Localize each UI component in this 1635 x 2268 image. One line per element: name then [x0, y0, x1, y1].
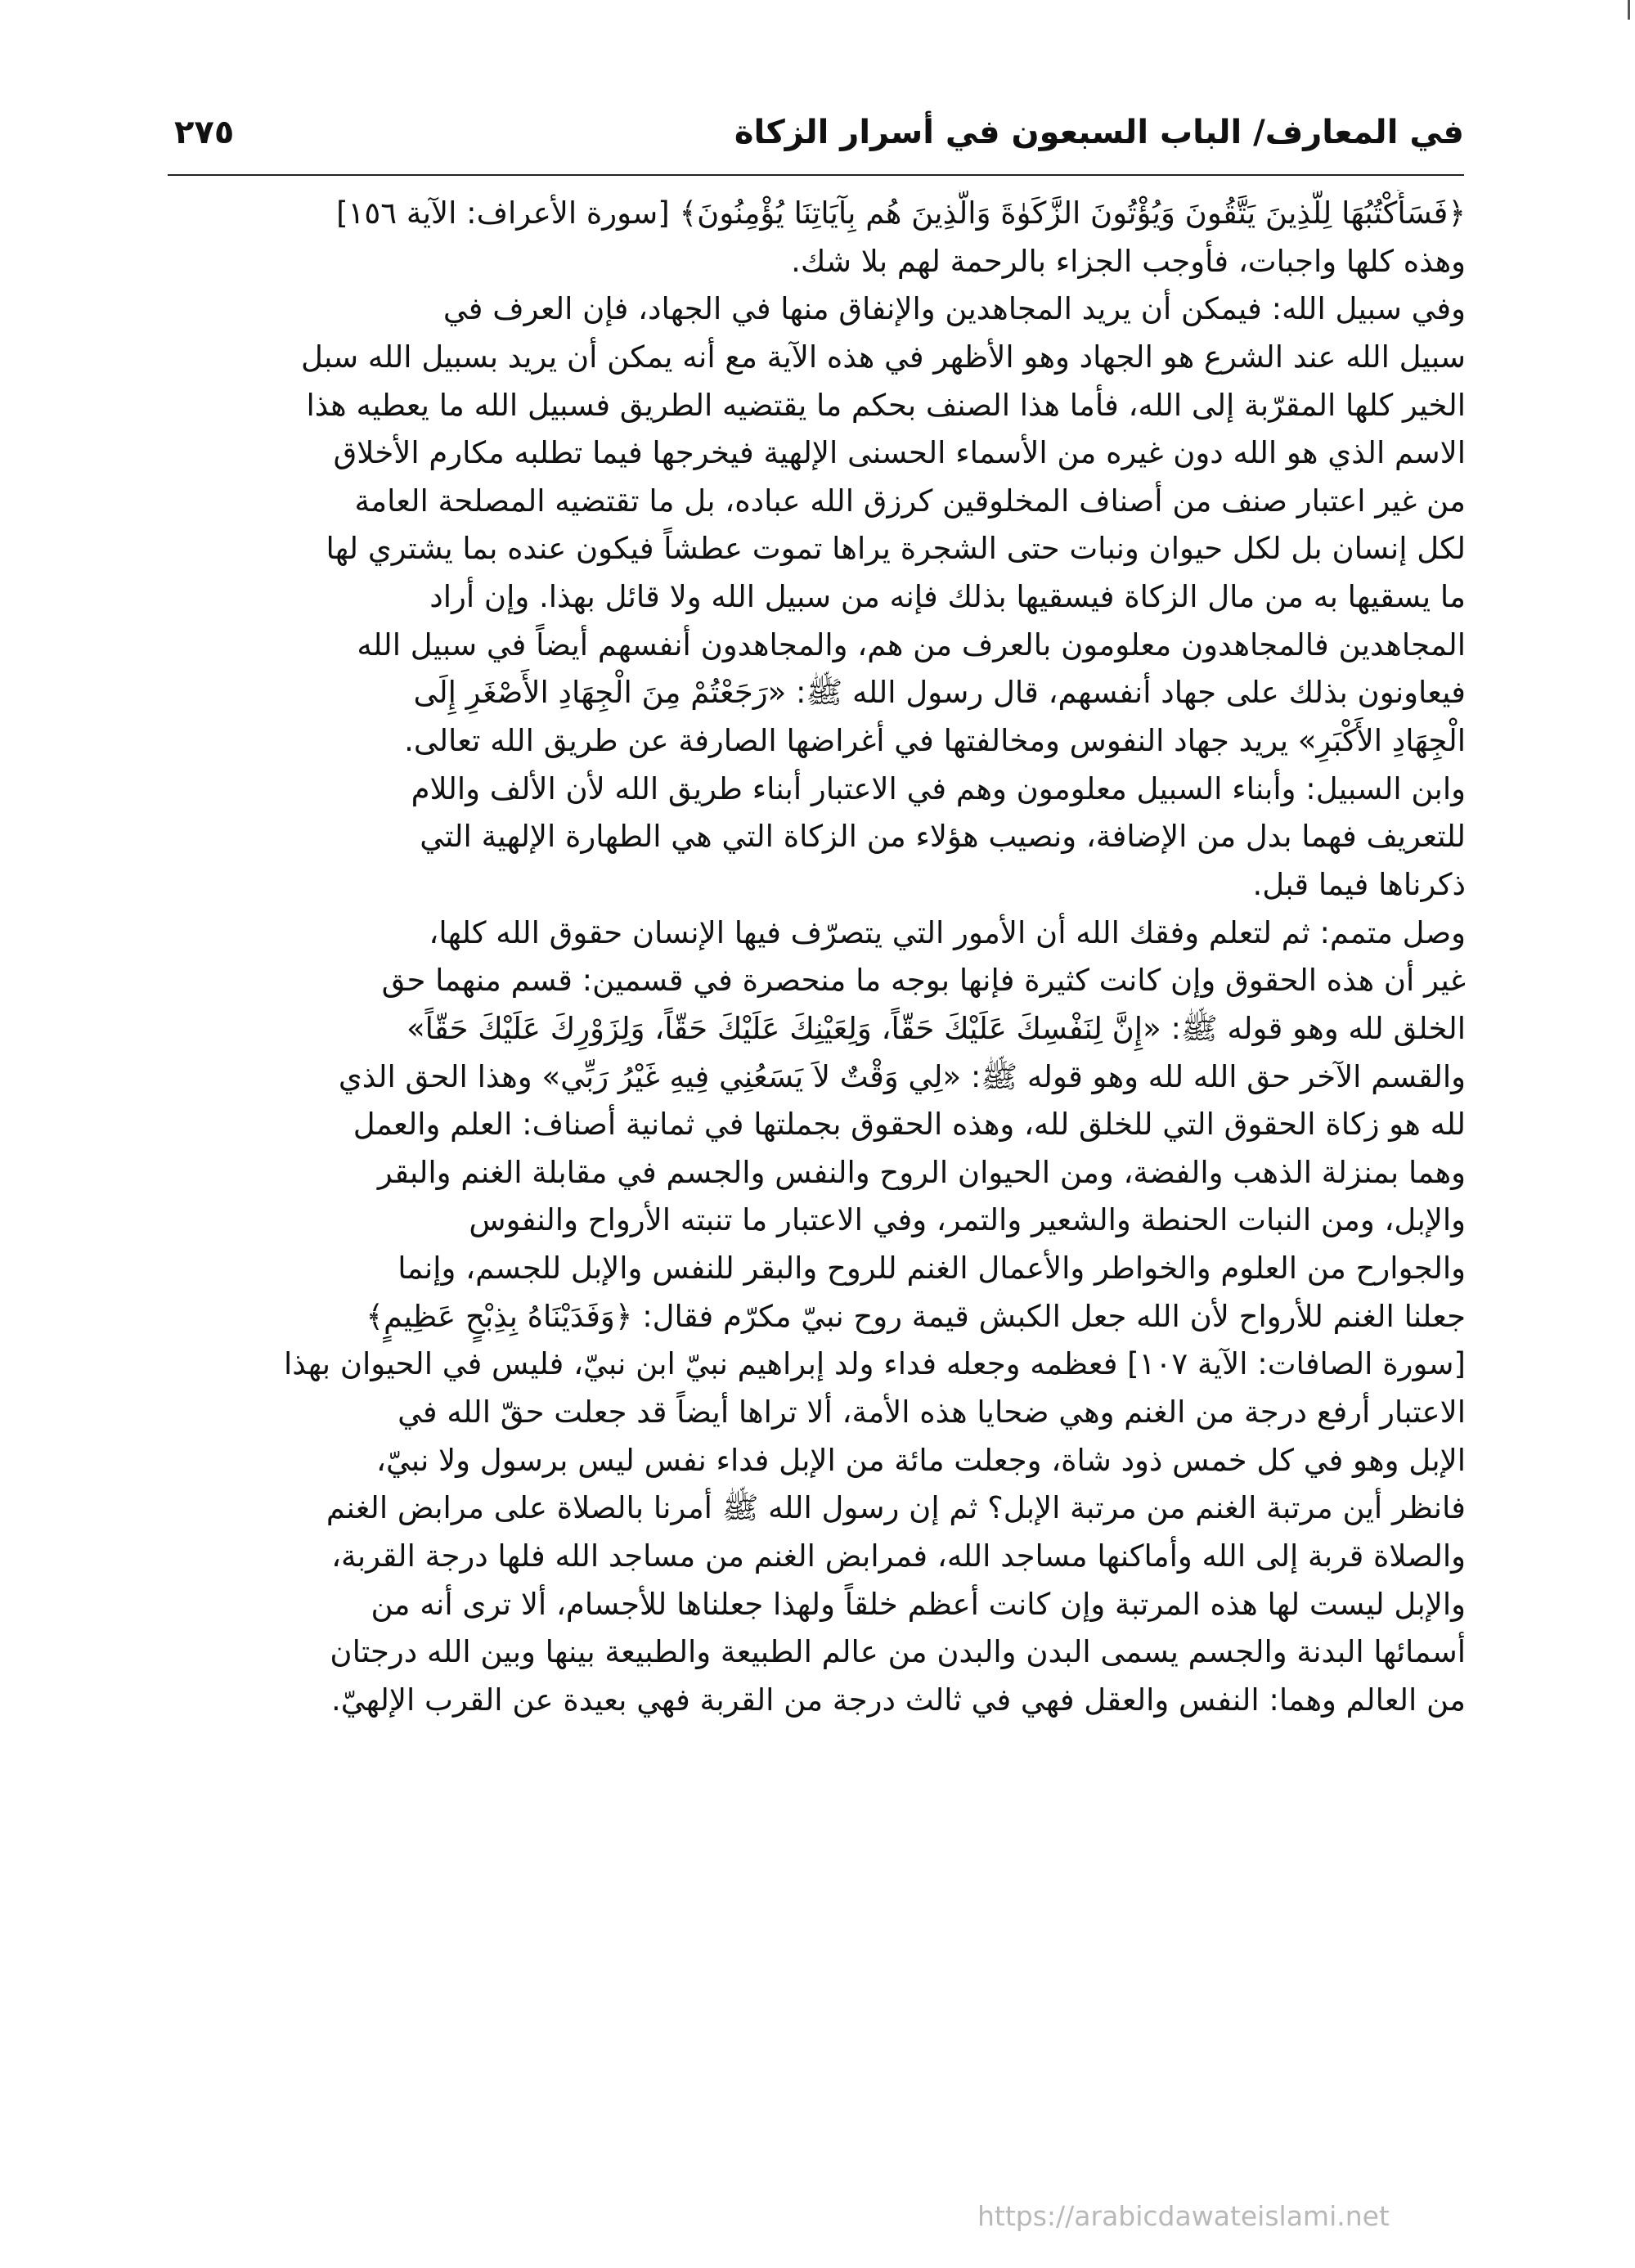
text-line: وفي سبيل الله: فيمكن أن يريد المجاهدين والإنفاق منها في الجهاد، فإن العرف في [442, 291, 1466, 327]
text-line: والإبل ليست لها هذه المرتبة وإن كانت أعظم خلقاً ولهذا جعلناها للأجسام، ألا ترى أنه من [371, 1586, 1466, 1622]
text-line: الإبل وهو في كل خمس ذود شاة، وجعلت مائة من الإبل فداء نفس ليس برسول ولا نبيّ، [376, 1442, 1466, 1478]
text-line: غير أن هذه الحقوق وإن كانت كثيرة فإنها بوجه ما منحصرة في قسمين: قسم منهما حق [381, 963, 1466, 999]
page-header [168, 105, 1464, 170]
text-line: ﴿فَسَأَكْتُبُهَا لِلَّذِينَ يَتَّقُونَ وَيُؤْتُونَ الزَّكَوٰةَ وَالَّذِينَ هُم بِآيَاتِنَا يُؤْمِنُونَ﴾ [سورة الأعراف: الآية ١٥٦] [336, 195, 1466, 231]
page-number: ٢٧٥ [174, 114, 235, 151]
text-line: ذكرناها فيما قبل. [1252, 866, 1466, 902]
text-line: فانظر أين مرتبة الغنم من مرتبة الإبل؟ ثم إن رسول الله ﷺ أمرنا بالصلاة على مرابض الغنم [326, 1490, 1466, 1526]
watermark-url: https://arabicdawateislami.net [977, 2200, 1390, 2232]
text-line: فيعاونون بذلك على جهاد أنفسهم، قال رسول الله ﷺ: «رَجَعْتُمْ مِنَ الْجِهَادِ الأَصْغَرِ إِلَى [413, 675, 1466, 711]
text-line: وابن السبيل: وأبناء السبيل معلومون وهم في الاعتبار أبناء طريق الله لأن الألف واللام [411, 770, 1466, 806]
text-line: والصلاة قربة إلى الله وأماكنها مساجد الله، فمرابض الغنم من مساجد الله فلها درجة القربة، [331, 1538, 1466, 1574]
text-line: وهذه كلها واجبات، فأوجب الجزاء بالرحمة لهم بلا شك. [791, 243, 1466, 279]
header-rule [168, 174, 1464, 176]
text-line: الاعتبار أرفع درجة من الغنم وهي ضحايا هذه الأمة، ألا تراها أيضاً قد جعلت حقّ الله في [398, 1394, 1466, 1430]
text-line: [سورة الصافات: الآية ١٠٧] فعظمه وجعله فداء ولد إبراهيم نبيّ ابن نبيّ، فليس في الحيوان بهذا [284, 1346, 1466, 1382]
running-title: في المعارف/ الباب السبعون في أسرار الزكاة [734, 114, 1464, 151]
body-text [164, 190, 1466, 2169]
text-line: المجاهدين فالمجاهدون معلومون بالعرف من هم، والمجاهدون أنفسهم أيضاً في سبيل الله [357, 627, 1466, 662]
text-line: وهما بمنزلة الذهب والفضة، ومن الحيوان الروح والنفس والجسم في مقابلة الغنم والبقر [377, 1154, 1466, 1190]
text-line: الخلق لله وهو قوله ﷺ: «إِنَّ لِنَفْسِكَ عَلَيْكَ حَقّاً، وَلِعَيْنِكَ عَلَيْكَ حَقّاً، وَلِزَوْرِكَ عَلَيْكَ حَقّاً» [407, 1010, 1466, 1046]
text-line: من العالم وهما: النفس والعقل فهي في ثالث درجة من القربة فهي بعيدة عن القرب الإلهيّ. [330, 1682, 1466, 1718]
scan-edge-mark [1628, 0, 1630, 20]
text-line: للتعريف فهما بدل من الإضافة، ونصيب هؤلاء من الزكاة التي هي الطهارة الإلهية التي [420, 819, 1466, 855]
text-line: وصل متمم: ثم لتعلم وفقك الله أن الأمور التي يتصرّف فيها الإنسان حقوق الله كلها، [429, 914, 1466, 950]
text-line: الْجِهَادِ الأَكْبَرِ» يريد جهاد النفوس ومخالفتها في أغراضها الصارفة عن طريق الله تعالى. [404, 723, 1466, 759]
text-line: جعلنا الغنم للأرواح لأن الله جعل الكبش قيمة روح نبيّ مكرّم فقال: ﴿وَفَدَيْنَاهُ بِذِبْحٍ عَظِيمٍ﴾ [366, 1298, 1466, 1334]
text-line: والإبل، ومن النبات الحنطة والشعير والتمر، وفي الاعتبار ما تنبته الأرواح والنفوس [469, 1202, 1466, 1238]
text-line: سبيل الله عند الشرع هو الجهاد وهو الأظهر في هذه الآية مع أنه يمكن أن يريد بسبيل الله سبل [300, 339, 1466, 375]
text-line: لكل إنسان بل لكل حيوان ونبات حتى الشجرة يراها تموت عطشاً فيكون عنده بما يشتري لها [326, 531, 1466, 567]
text-line: أسمائها البدنة والجسم يسمى البدن والبدن من عالم الطبيعة والطبيعة بينها وبين الله درجتان [330, 1634, 1466, 1670]
text-line: لله هو زكاة الحقوق التي للخلق لله، وهذه الحقوق بجملتها في ثمانية أصناف: العلم والعمل [353, 1107, 1466, 1143]
text-line: والقسم الآخر حق الله لله وهو قوله ﷺ: «لِي وَقْتٌ لاَ يَسَعُنِي فِيهِ غَيْرُ رَبِّي» وهذا الحق الذي [338, 1058, 1466, 1094]
text-line: والجوارح من العلوم والخواطر والأعمال الغنم للروح والبقر للنفس والإبل للجسم، وإنما [398, 1251, 1466, 1287]
text-line: الخير كلها المقرّبة إلى الله، فأما هذا الصنف بحكم ما يقتضيه الطريق فسبيل الله ما يعطيه هذا [306, 387, 1466, 423]
text-line: ما يسقيها به من مال الزكاة فيسقيها بذلك فإنه من سبيل الله ولا قائل بهذا. وإن أراد [429, 579, 1466, 615]
text-line: من غير اعتبار صنف من أصناف المخلوقين كرزق الله عباده، بل ما تقتضيه المصلحة العامة [354, 483, 1466, 519]
text-line: الاسم الذي هو الله دون غيره من الأسماء الحسنى الإلهية فيخرجها فيما تطلبه مكارم الأخلاق [333, 435, 1466, 471]
